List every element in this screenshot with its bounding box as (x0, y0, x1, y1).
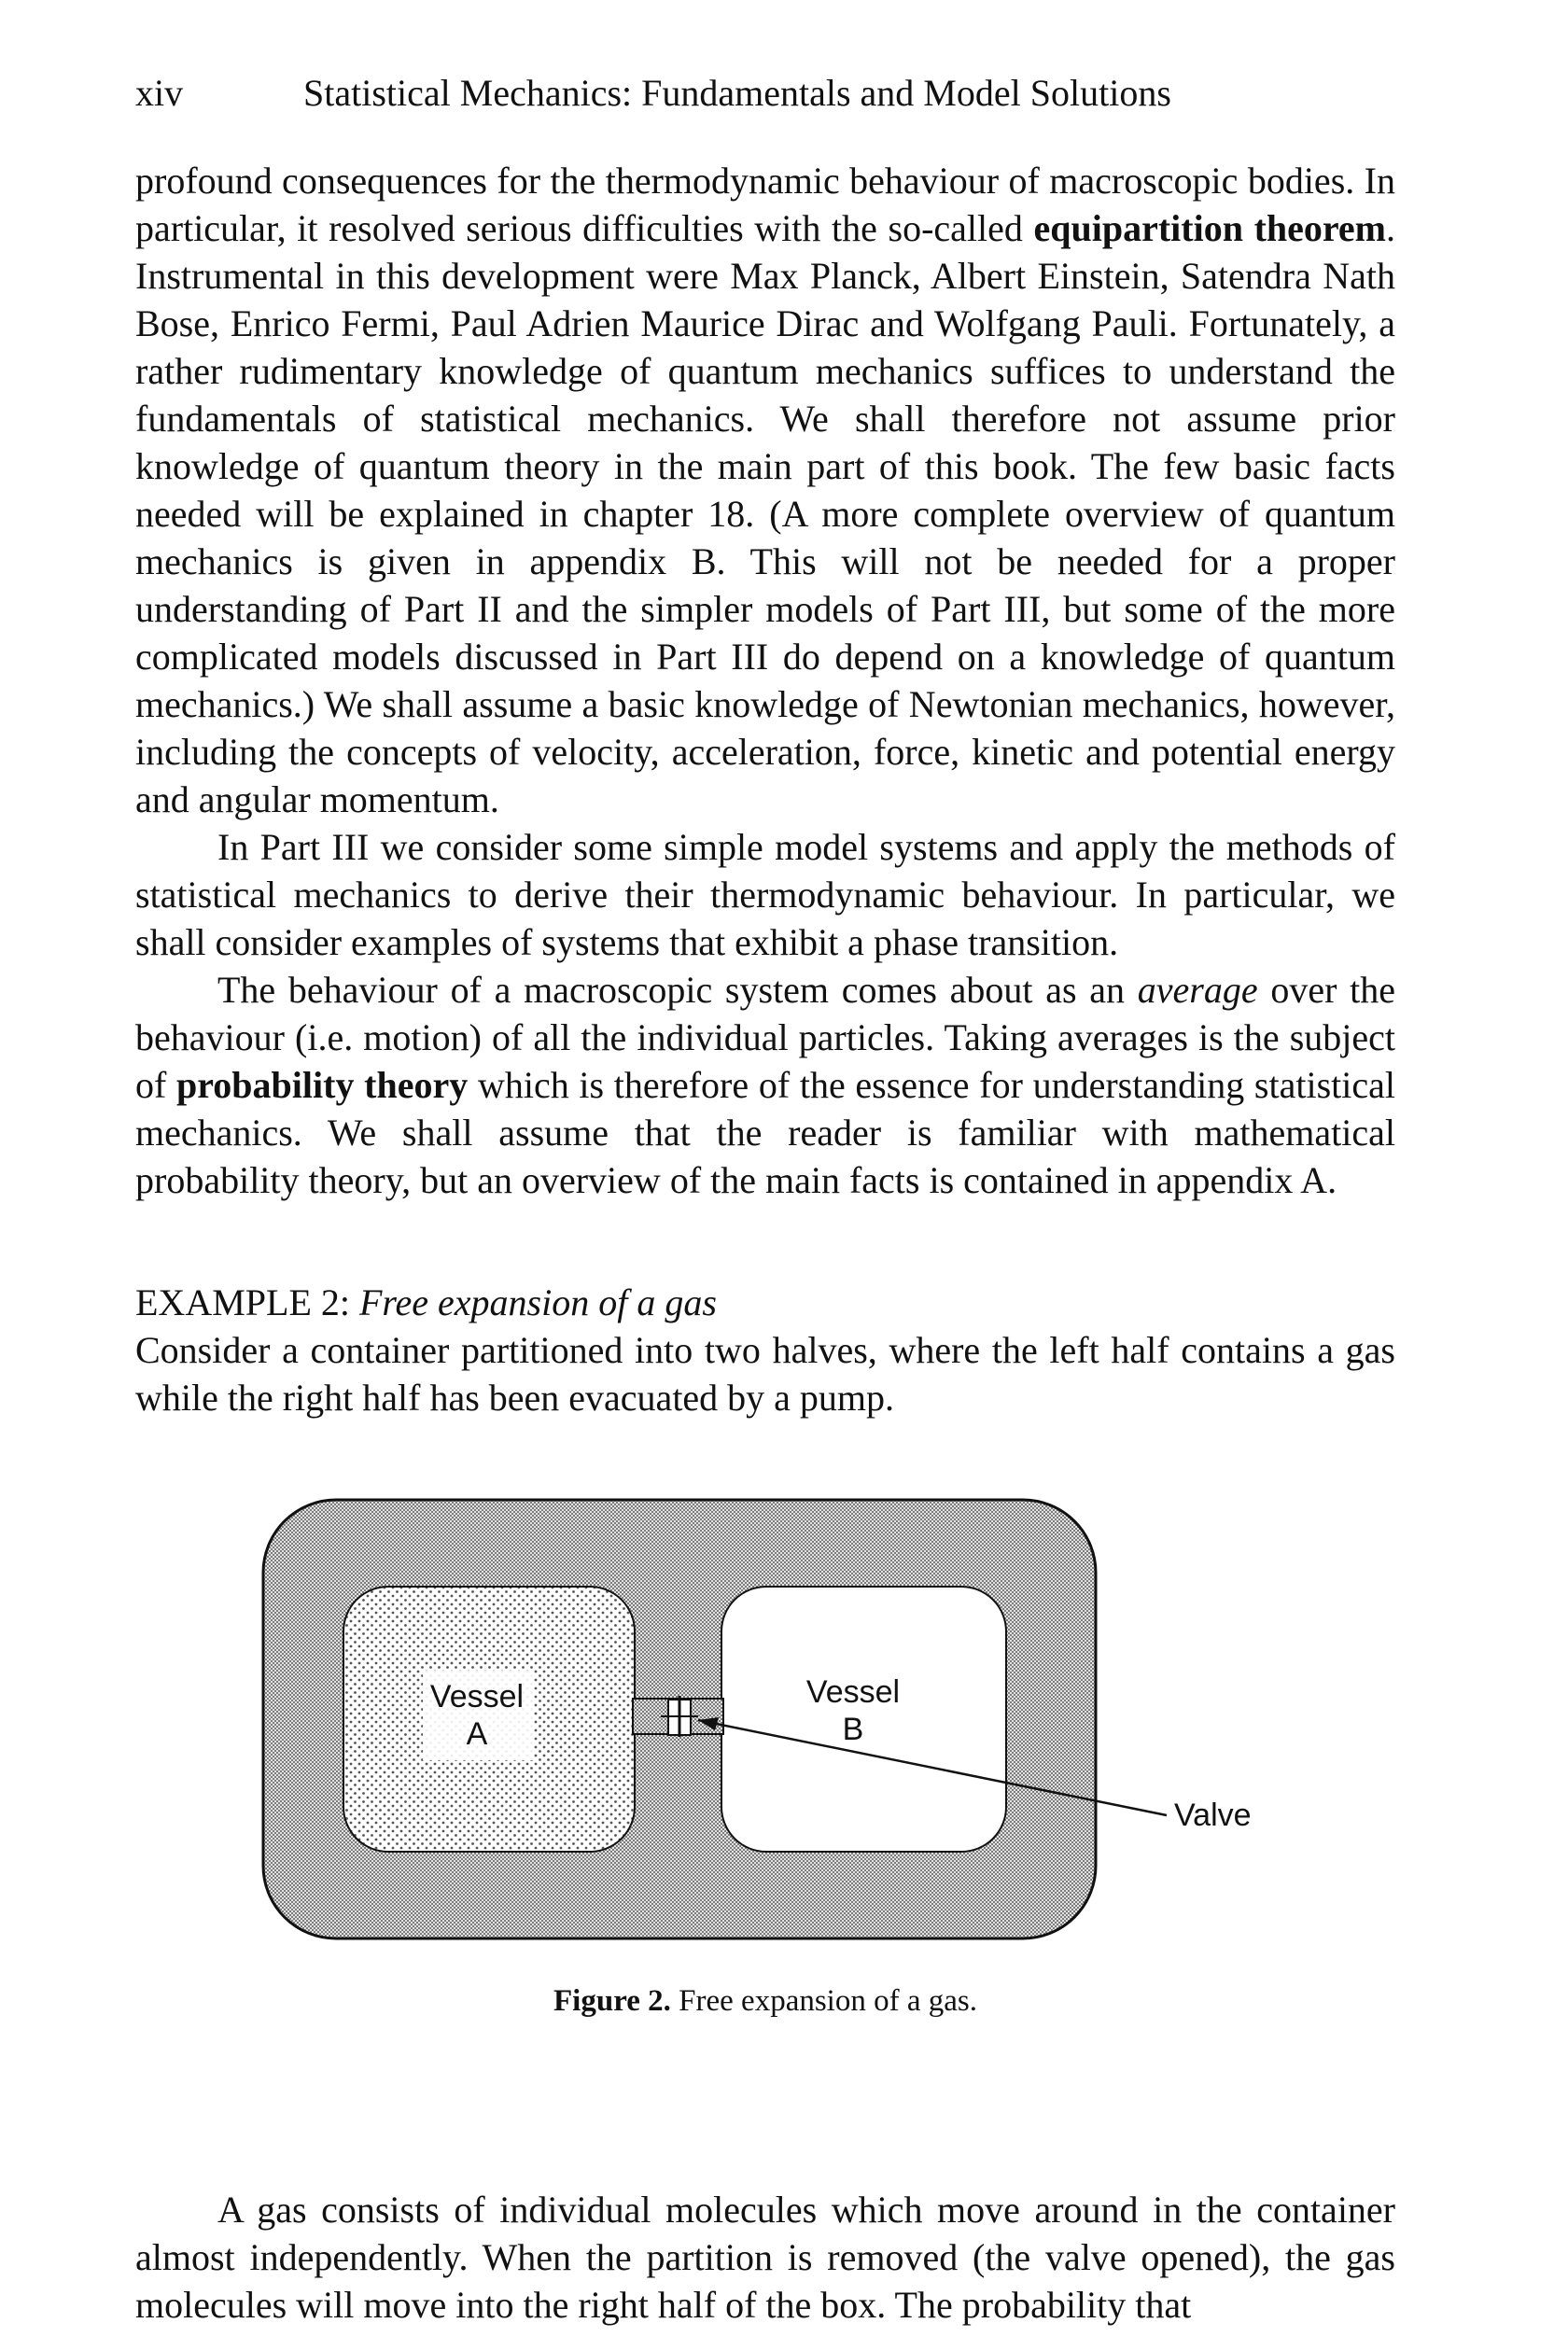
figure-free-expansion (252, 1489, 1307, 1946)
term-probability-theory: probability theory (176, 1064, 469, 1106)
running-header (135, 71, 1386, 127)
paragraph-3: The behaviour of a macroscopic system comes about as an average over the behaviour (i.e. motion) of all the individual particles. Taking averages is the subject of probability theory which is therefore of the essence for understanding statistical mechanics. We shall assume that the reader is familiar with mathematical probability theory, but an overview of the main facts is contained in appendix A. (135, 969, 1395, 1201)
body-text-upper (135, 157, 1395, 1204)
figure-diagram (252, 1489, 1307, 1946)
running-title: Statistical Mechanics: Fundamentals and Model Solutions (303, 72, 1171, 114)
emphasis-average: average (1137, 969, 1258, 1011)
figure-caption (135, 1984, 1395, 2019)
page-number: xiv (135, 72, 184, 114)
paragraph-1: profound consequences for the thermodynamic behaviour of macroscopic bodies. In particular, it resolved serious difficulties with the so-called equipartition theorem. Instrumental in this development were Max Planck, Albert Einstein, Satendra Nath Bose, Enrico Fermi, Paul Adrien Maurice Dirac and Wolfgang Pauli. Fortunately, a rather rudimentary knowledge of quantum mechanics suffices to understand the fundamentals of statistical mechanics. We shall therefore not assume prior knowledge of quantum theory in the main part of this book. The few basic facts needed will be explained in chapter 18. (A more complete overview of quantum mechanics is given in appendix B. This will not be needed for a proper understanding of Part II and the simpler models of Part III, but some of the more complicated models discussed in Part III do depend on a knowledge of quantum mechanics.) We shall assume a basic knowledge of Newtonian mechanics, however, including the concepts of velocity, acceleration, force, kinetic and potential energy and angular momentum. (135, 160, 1395, 820)
example-text: Consider a container partitioned into two halves, where the left half contains a gas while the right half has been evacuated by a pump. (135, 1329, 1395, 1419)
paragraph-2: In Part III we consider some simple model systems and apply the methods of statistical mechanics to derive their thermodynamic behaviour. In particular, we shall consider examples of systems that exhibit a phase transition. (135, 826, 1395, 963)
vessel-a-label: Vessel A (429, 1679, 525, 1752)
paragraph-4: A gas consists of individual molecules which move around in the container almost independently. When the partition is removed (the valve opened), the gas molecules will move into the right half of the box. The probability that (135, 2189, 1395, 2326)
example-title: Free expansion of a gas (359, 1281, 717, 1323)
vessel-b-label: Vessel B (805, 1674, 901, 1747)
example-block (135, 1279, 1395, 1421)
term-equipartition-theorem: equipartition theorem (1033, 207, 1386, 249)
body-text-lower (135, 2186, 1395, 2329)
caption-label: Figure 2. (553, 1984, 671, 2018)
valve-label: Valve (1174, 1798, 1252, 1833)
caption-text: Free expansion of a gas. (670, 1984, 977, 2018)
example-heading: EXAMPLE 2: Free expansion of a gas (135, 1281, 717, 1323)
